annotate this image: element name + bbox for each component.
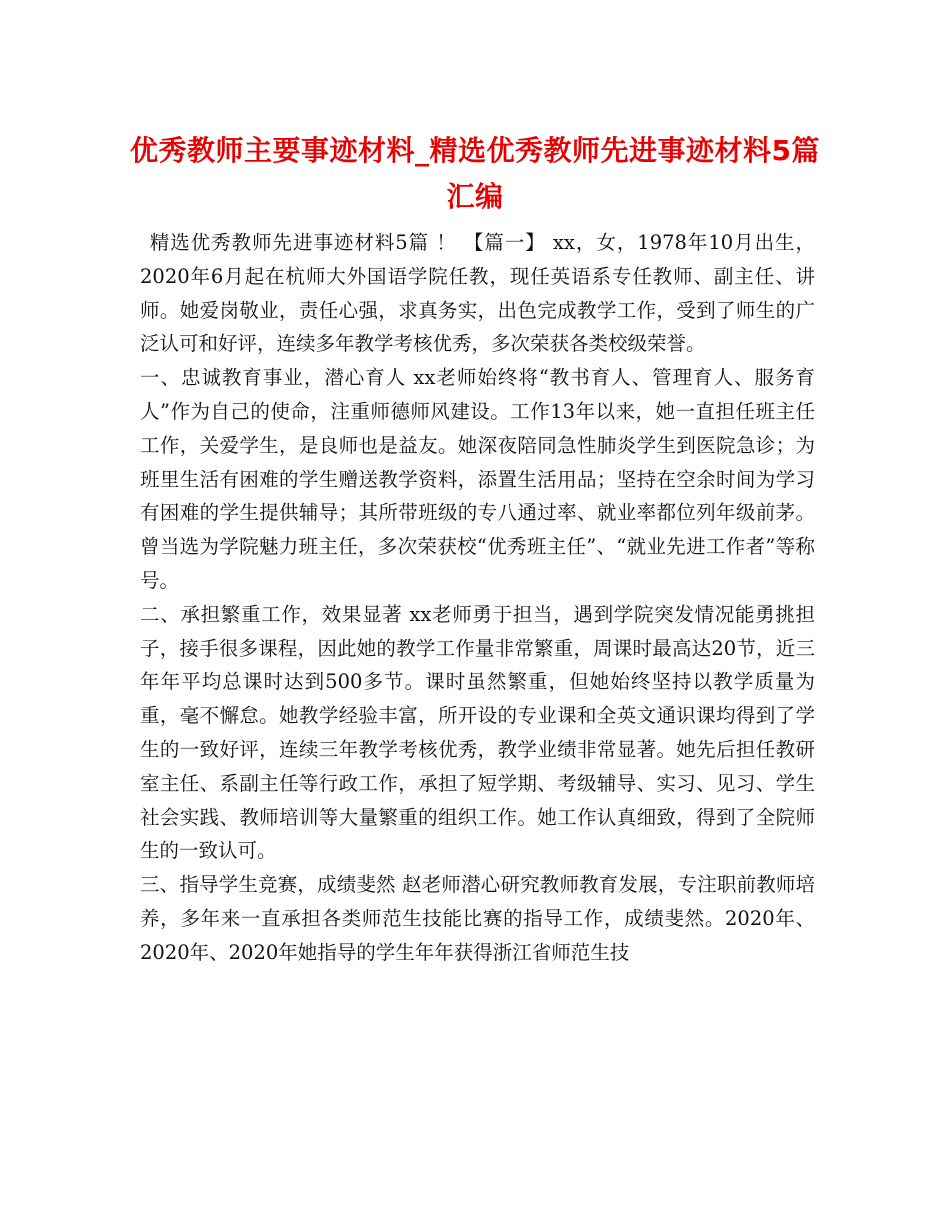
- paragraph-section-1: 一、忠诚教育事业，潜心育人 xx老师始终将“教书育人、管理育人、服务育人”作为自己的使命，注重师德师风建设。工作13年以来，她一直担任班主任工作，关爱学生，是良师也是益友。她深夜陪同急性肺炎学生到医院急诊；为班里生活有困难的学生赠送教学资料，添置生活用品；坚持在空余时间为学习有困难的学生提供辅导；其所带班级的专八通过率、就业率都位列年级前茅。曾当选为学院魅力班主任，多次荣获校“优秀班主任”、“就业先进工作者”等称号。: [140, 366, 815, 592]
- paragraph-intro: 精选优秀教师先进事迹材料5篇 ！ 【篇一】 xx，女，1978年10月出生，2020年6月起在杭师大外国语学院任教，现任英语系专任教师、副主任、讲师。她爱岗敬业，责任心强，求真务实，出色完成教学工作，受到了师生的广泛认可和好评，连续多年教学考核优秀，多次荣获各类校级荣誉。: [140, 231, 815, 356]
- document-body: [140, 226, 815, 970]
- paragraph-section-3: 三、指导学生竞赛，成绩斐然 赵老师潜心研究教师教育发展，专注职前教师培养，多年来一直承担各类师范生技能比赛的指导工作，成绩斐然。2020年、2020年、2020年她指导的学生年年获得浙江省师范生技: [140, 873, 815, 964]
- paragraph-section-2: 二、承担繁重工作，效果显著 xx老师勇于担当，遇到学院突发情况能勇挑担子，接手很多课程，因此她的教学工作量非常繁重，周课时最高达20节，近三年年平均总课时达到500多节。课时虽然繁重，但她始终坚持以教学质量为重，毫不懈怠。她教学经验丰富，所开设的专业课和全英文通识课均得到了学生的一致好评，连续三年教学考核优秀，教学业绩非常显著。她先后担任教研室主任、系副主任等行政工作，承担了短学期、考级辅导、实习、见习、学生社会实践、教师培训等大量繁重的组织工作。她工作认真细致，得到了全院师生的一致认可。: [140, 602, 815, 863]
- document-title: 优秀教师主要事迹材料_精选优秀教师先进事迹材料5篇汇编: [130, 134, 820, 213]
